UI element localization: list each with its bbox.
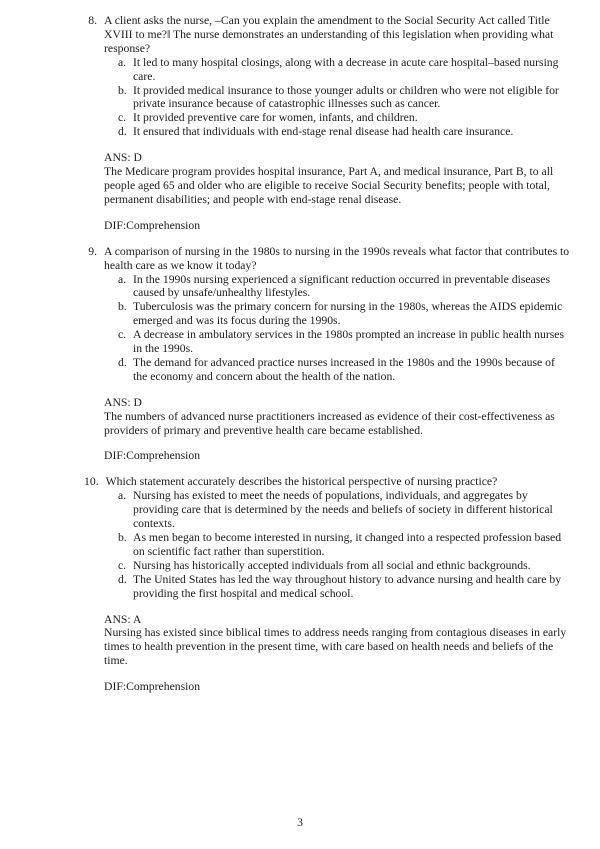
answer-label: ANS: D [104, 395, 142, 409]
question-number: 8. [88, 14, 97, 27]
answer-option [118, 273, 600, 301]
answer-option [118, 125, 600, 139]
question-stem: A client asks the nurse, –Can you explain the amendment to the Social Security Act called Title XVIII to me?‖ The nurse demonstrates an understanding of this legislation when providing what response? [104, 14, 554, 55]
question-row [84, 14, 600, 56]
option-letter: c. [118, 328, 127, 342]
option-letter: b. [118, 531, 127, 544]
option-text: It provided preventive care for women, infants, and children. [133, 111, 418, 125]
question-row [84, 475, 600, 489]
answer-option [118, 300, 600, 328]
option-letter: d. [118, 355, 127, 369]
answer-option [118, 328, 600, 356]
question-block-9 [0, 245, 600, 464]
answer-block [104, 151, 572, 207]
option-letter: a. [118, 55, 127, 69]
question-stem: Which statement accurately describes the historical perspective of nursing practice? [105, 475, 498, 489]
difficulty-label: DIF:Comprehension [104, 218, 201, 232]
option-letter: b. [118, 83, 127, 97]
option-text: In the 1990s nursing experienced a significant reduction occurred in preventable diseases caused by unsafe/unhealthy lifestyles. [133, 272, 551, 300]
option-text: As men began to become interested in nursing, it changed into a respected profession based on scientific fact rather than superstition. [133, 531, 562, 558]
answer-block [104, 613, 572, 669]
answer-block [104, 396, 572, 438]
answer-option [118, 111, 600, 125]
answer-feedback: The numbers of advanced nurse practitioners increased as evidence of their cost-effectiveness as providers of primary and preventive health care became established. [104, 409, 555, 437]
option-letter: c. [118, 111, 127, 125]
answer-option [118, 56, 600, 84]
answer-option [118, 531, 600, 559]
answer-option [118, 559, 600, 573]
option-letter: b. [118, 300, 127, 314]
page-number: 3 [297, 816, 303, 829]
difficulty-label: DIF:Comprehension [104, 449, 201, 463]
option-letter: d. [118, 572, 127, 586]
option-text: A decrease in ambulatory services in the 1980s prompted an increase in public health nurses in the 1990s. [133, 328, 565, 356]
option-letter: a. [118, 489, 127, 503]
option-text: The United States has led the way throughout history to advance nursing and health care by providing the first hospital and medical school. [133, 572, 562, 600]
answer-feedback: The Medicare program provides hospital insurance, Part A, and medical insurance, Part B, to all people aged 65 and older who are eligible to receive Social Security benefits; people with total, permanent disabilities; and people with end-stage renal disease. [104, 165, 554, 206]
question-stem: A comparison of nursing in the 1980s to nursing in the 1990s reveals what factor that contributes to health care as we know it today? [104, 244, 570, 272]
option-text: It ensured that individuals with end-stage renal disease had health care insurance. [133, 125, 514, 139]
question-number: 9. [88, 244, 97, 258]
option-letter: a. [118, 272, 127, 286]
option-text: The demand for advanced practice nurses increased in the 1980s and the 1990s because of the economy and concern about the health of the nation. [133, 355, 555, 383]
question-row [84, 245, 600, 273]
answer-option [118, 356, 600, 384]
question-block-10 [0, 475, 600, 694]
answer-label: ANS: A [104, 612, 142, 626]
answer-label: ANS: D [104, 151, 142, 165]
answer-option [118, 573, 600, 601]
answer-feedback: Nursing has existed since biblical times to address needs ranging from contagious diseases in early times to health prevention in the present time, with care based on health needs and beliefs of the time. [104, 626, 567, 668]
option-letter: d. [118, 125, 127, 139]
option-letter: c. [118, 558, 127, 572]
question-number: 10. [84, 475, 99, 489]
difficulty-label: DIF:Comprehension [104, 680, 201, 694]
option-text: It provided medical insurance to those younger adults or children who were not eligible for private insurance because of catastrophic illnesses such as cancer. [133, 83, 559, 111]
question-block-8 [0, 14, 600, 233]
option-text: Tuberculosis was the primary concern for nursing in the 1980s, whereas the AIDS epidemic emerged and was its focus during the 1990s. [133, 300, 563, 328]
option-text: Nursing has historically accepted individuals from all social and ethnic backgrounds. [133, 558, 531, 572]
option-text: It led to many hospital closings, along with a decrease in acute care hospital–based nursing care. [133, 55, 559, 83]
answer-option [118, 84, 600, 112]
answer-option [118, 489, 600, 531]
option-text: Nursing has existed to meet the needs of populations, individuals, and aggregates by providing care that is determined by the needs and beliefs of society in different historical contexts. [133, 489, 553, 531]
